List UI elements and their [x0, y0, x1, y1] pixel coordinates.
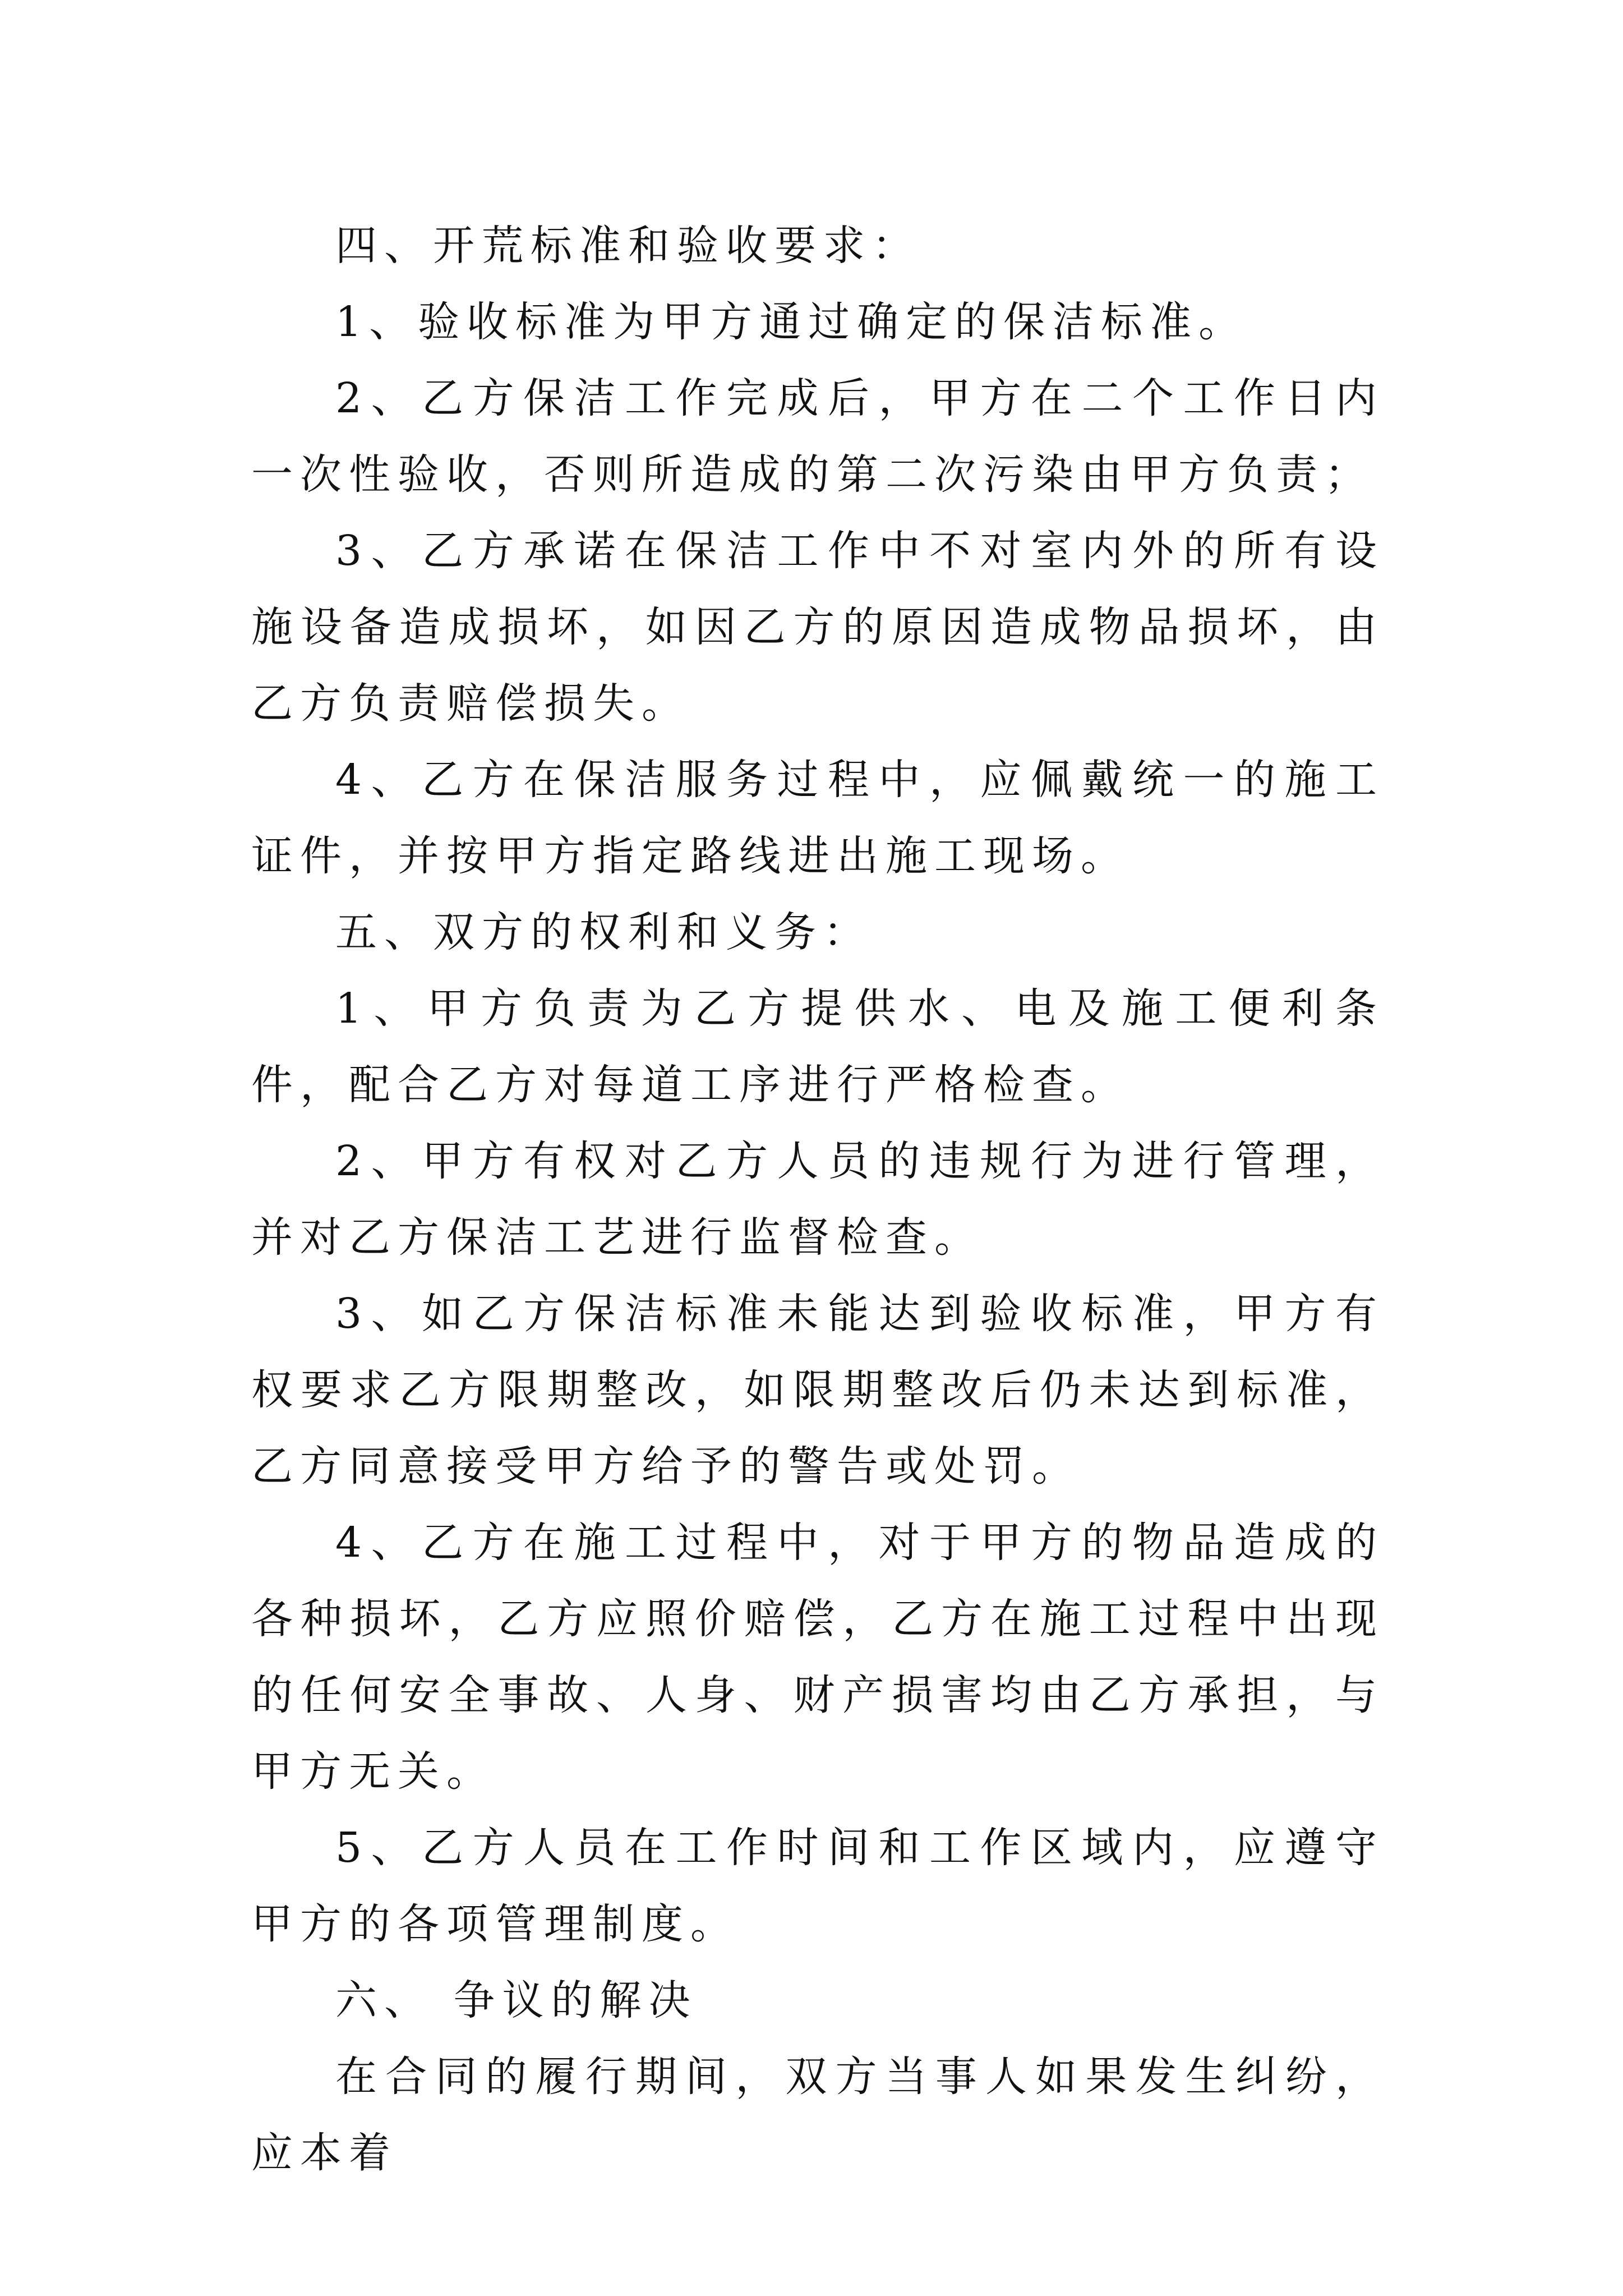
paragraph: 在合同的履行期间，双方当事人如果发生纠纷，应本着 [251, 2053, 1384, 2177]
paragraph: 3、如乙方保洁标准未能达到验收标准，甲方有权要求乙方限期整改，如限期整改后仍未达到标准，乙方同意接受甲方给予的警告或处罚。 [251, 1290, 1384, 1490]
paragraph: 3、乙方承诺在保洁工作中不对室内外的所有设施设备造成损坏，如因乙方的原因造成物品损坏，由乙方负责赔偿损失。 [251, 527, 1384, 728]
paragraph: 2、甲方有权对乙方人员的违规行为进行管理，并对乙方保洁工艺进行监督检查。 [251, 1137, 1384, 1262]
paragraph: 4、乙方在施工过程中，对于甲方的物品造成的各种损坏，乙方应照价赔偿，乙方在施工过程中出现的任何安全事故、人身、财产损害均由乙方承担，与甲方无关。 [251, 1519, 1384, 1796]
paragraph: 2、乙方保洁工作完成后，甲方在二个工作日内一次性验收，否则所造成的第二次污染由甲方负责； [251, 374, 1384, 499]
paragraph: 5、乙方人员在工作时间和工作区域内，应遵守甲方的各项管理制度。 [251, 1824, 1384, 1948]
section-heading-rights-obligations: 五、双方的权利和义务： [335, 908, 872, 956]
paragraph: 1、验收标准为甲方通过确定的保洁标准。 [335, 298, 1248, 346]
paragraph: 4、乙方在保洁服务过程中，应佩戴统一的施工证件，并按甲方指定路线进出施工现场。 [251, 756, 1384, 880]
paragraph: 1、甲方负责为乙方提供水、电及施工便利条件，配合乙方对每道工序进行严格检查。 [251, 984, 1384, 1109]
section-heading-acceptance: 四、开荒标准和验收要求： [335, 222, 921, 270]
document-body [251, 208, 1384, 2191]
section-heading-dispute: 六、 争议的解决 [335, 1976, 698, 2024]
